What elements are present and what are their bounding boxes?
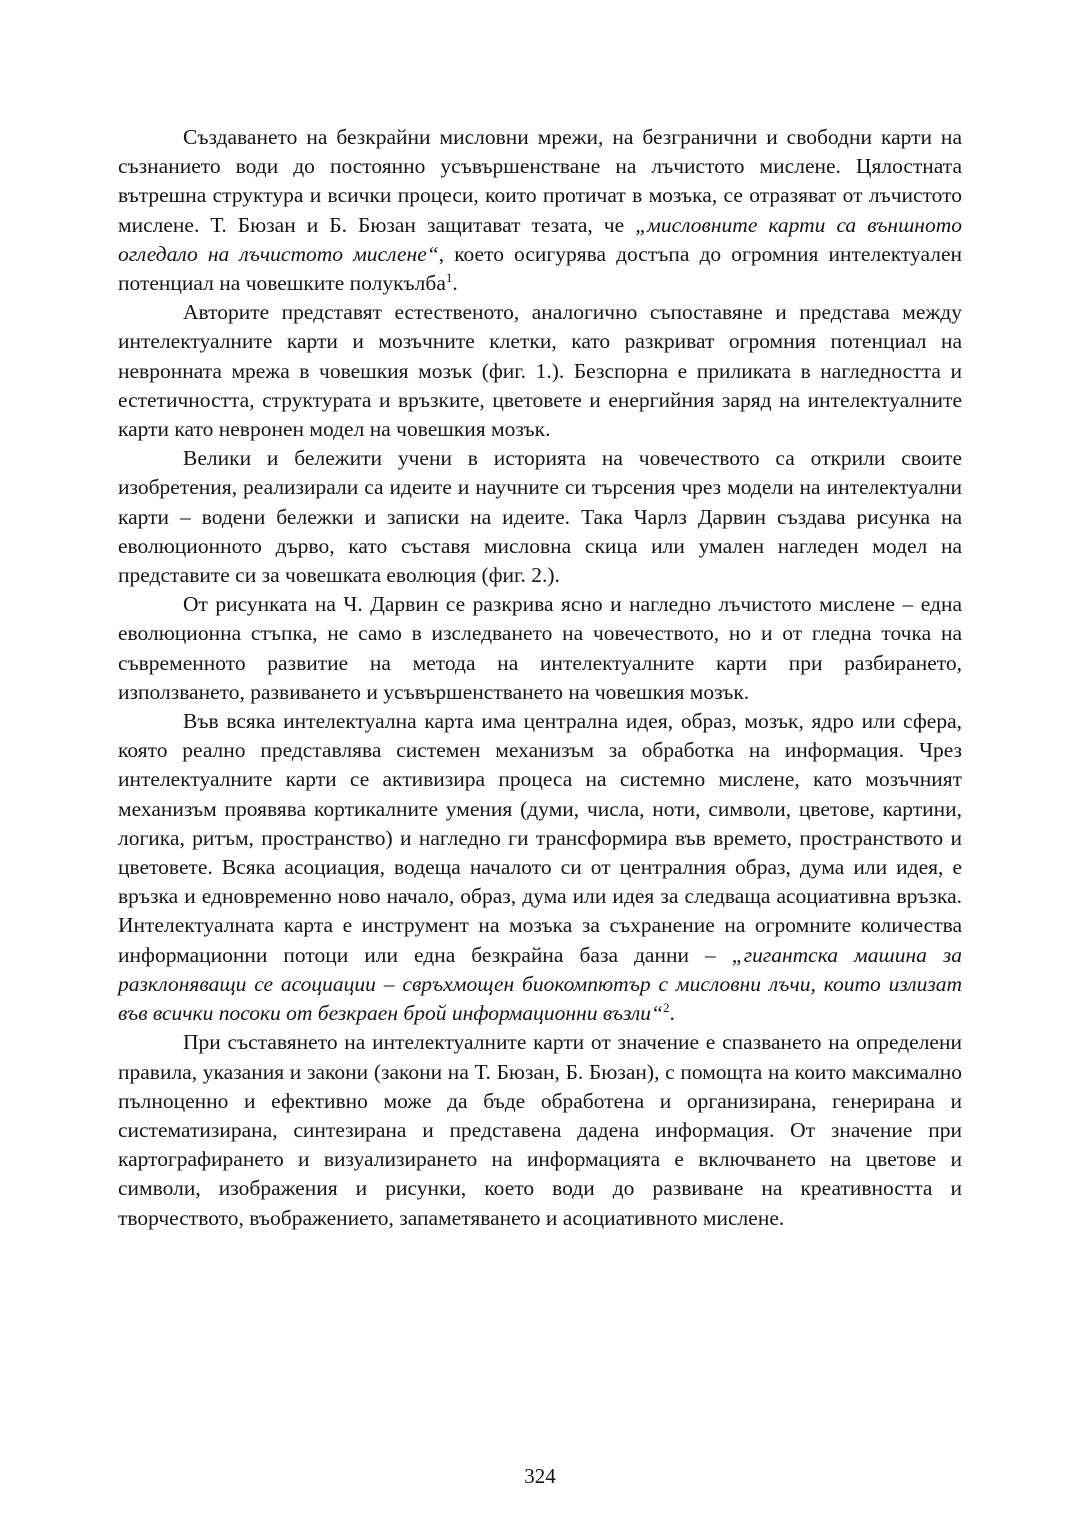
body-text [118, 123, 962, 1233]
page-number: 324 [524, 1464, 556, 1488]
paragraph-5 [118, 707, 962, 1028]
paragraph-text: Създаването на безкрайни мисловни мрежи, на безгранични и свободни карти на съзнанието води до постоянно усъвършенстване на лъчистото мислене. Цялостната вътрешна структура и всички процеси, които протичат в мозъка, се отразяват от лъчистото мислене. Т. Бюзан и Б. Бюзан защитават тезата, че [118, 125, 962, 237]
paragraph-1 [118, 123, 962, 298]
quotation: „гигантска машина за разклоняващи се асоциации – свръхмощен биокомпютър с мисловни лъчи, които излизат във всички посоки от безкраен брой информационни възли“ [118, 942, 962, 1026]
paragraph-text: Във всяка интелектуална карта има централна идея, образ, мозък, ядро или сфера, която реално представлява системен механизъм за обработка на информация. Чрез интелектуалните карти се активизира процеса на системно мислене, като мозъчният механизъм проявява кортикалните умения (думи, числа, ноти, символи, цветове, картини, логика, ритъм, пространство) и нагледно ги трансформира във времето, пространството и цветовете. Всяка асоциация, водеща началото си от централния образ, дума или идея, е връзка и едновременно ново начало, образ, дума или идея за следваща асоциативна връзка. Интелектуалната карта е инструмент на мозъка за съхранение на огромните количества информационни потоци или една безкрайна база данни – [118, 709, 962, 967]
paragraph-4: От рисунката на Ч. Дарвин се разкрива ясно и нагледно лъчистото мислене – една еволюционна стъпка, не само в изследването на човечеството, но и от гледна точка на съвременното развитие на метода на интелектуалните карти при разбирането, използването, развиването и усъвършенстването на човешкия мозък. [118, 592, 962, 704]
quotation: „мисловните карти са външното огледало на лъчистото мислене“ [118, 212, 962, 266]
paragraph-6: При съставянето на интелектуалните карти от значение е спазването на определени правила, указания и закони (закони на Т. Бюзан, Б. Бюзан), с помощта на които максимално пълноценно и ефективно може да бъде обработена и организирана, генерирана и систематизирана, синтезирана и представена дадена информация. От значение при картографирането и визуализирането на информацията е включването на цветове и символи, изображения и рисунки, което води до развиване на креативността и творчеството, въображението, запаметяването и асоциативното мислене. [118, 1030, 962, 1230]
paragraph-3: Велики и бележити учени в историята на човечеството са открили своите изобретения, реализирали са идеите и научните си търсения чрез модели на интелектуални карти – водени бележки и записки на идеите. Така Чарлз Дарвин създава рисунка на еволюционното дърво, като съставя мисловна скица или умален нагледен модел на представите си за човешката еволюция (фиг. 2.). [118, 446, 962, 588]
paragraph-2: Авторите представят естественото, аналогично съпоставяне и представа между интелектуалните карти и мозъчните клетки, като разкриват огромния потенциал на невронната мрежа в човешкия мозък (фиг. 1.). Безспорна е приликата в нагледността и естетичността, структурата и връзките, цветовете и енергийния заряд на интелектуалните карти като невронен модел на човешкия мозък. [118, 300, 962, 442]
footnote-marker[interactable]: 1 [445, 270, 453, 286]
paragraph-text: . [452, 271, 458, 296]
paragraph-text: . [669, 1001, 675, 1026]
footnote-marker[interactable]: 2 [662, 1000, 670, 1016]
paragraph-text: , което осигурява достъпа до огромния интелектуален потенциал на човешките полукълба [118, 241, 962, 296]
